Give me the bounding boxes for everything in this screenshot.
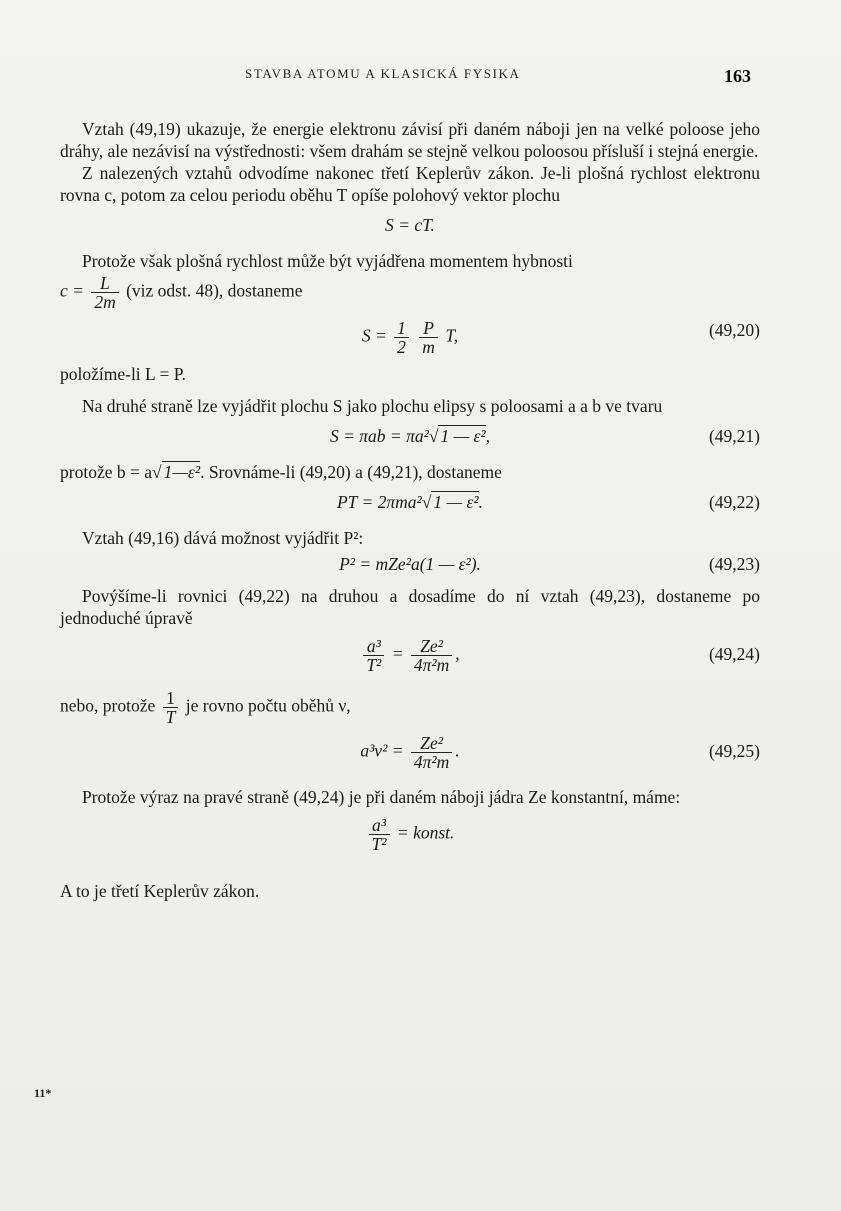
denominator: T²	[371, 834, 387, 854]
equation-number: (49,20)	[708, 320, 760, 340]
fraction-a3-t2	[363, 637, 384, 674]
equation-expression: PT = 2πma²√ 1 — ε².	[336, 492, 483, 512]
rhs: = konst.	[396, 822, 455, 843]
equation-number: (49,24)	[708, 644, 760, 664]
denominator: 2m	[94, 292, 116, 312]
equation-expression: P² = mZe²a(1 — ε²).	[339, 554, 481, 574]
equation-49-23	[60, 549, 760, 585]
fraction-ze2-4pi2m	[411, 637, 452, 674]
equation-s-ct	[60, 206, 760, 250]
page-body	[60, 118, 760, 902]
equation-number: (49,25)	[708, 741, 760, 761]
sqrt-argument: 1—ε²	[163, 462, 201, 482]
paragraph-11: A to je třetí Keplerův zákon.	[60, 881, 260, 901]
fraction-l-2m	[91, 274, 118, 311]
denominator: 4π²m	[413, 752, 450, 772]
numerator: 1	[163, 689, 179, 708]
paragraph-10: Protože výraz na pravé straně (49,24) je při daném náboji jádra Ze konstantní, máme:	[82, 787, 681, 807]
equation-kepler	[60, 808, 760, 866]
paragraph-2: Z nalezených vztahů odvodíme nakonec třetí Keplerův zákon. Je-li plošná rychlost elektronu rovna c, potom za celou periodu oběhu T opíše polohový vektor plochu	[60, 163, 760, 205]
equation-number: (49,22)	[708, 492, 760, 512]
equation-49-24	[60, 629, 760, 689]
sqrt-argument: 1 — ε²	[440, 426, 486, 446]
c-definition: c =	[60, 280, 84, 301]
numerator: a³	[363, 637, 384, 656]
denominator: T²	[366, 655, 382, 675]
numerator: 1	[394, 319, 409, 338]
fraction-ze2-4pi2m	[411, 734, 452, 771]
denominator: 2	[397, 337, 406, 357]
text-part: protože b = a	[60, 462, 152, 482]
equals-sign: =	[391, 643, 404, 664]
equation-49-25	[60, 726, 760, 786]
paragraph-8: Povýšíme-li rovnici (49,22) na druhou a dosadíme do ní vztah (49,23), dostaneme po jednoduché úpravě	[60, 586, 760, 628]
paragraph-3: Protože však plošná rychlost může být vyjádřena momentem hybnosti	[82, 251, 573, 271]
denominator: m	[422, 337, 435, 357]
equation-expression: S = πab = πa²√ 1 — ε²,	[329, 426, 491, 446]
fraction-p-m	[419, 319, 438, 356]
equation-expression: a³ν² = $\frac{\text{Ze²}}{\text{4π²m}}$ .	[360, 733, 460, 772]
paragraph-9	[60, 689, 760, 726]
rhs-tail: T,	[445, 325, 459, 346]
denominator: T	[165, 707, 176, 727]
numerator: a³	[369, 816, 390, 835]
expression-lhs: a³ν² =	[360, 740, 404, 761]
equation-expression	[60, 319, 760, 356]
paragraph-6: protože b = a√ 1—ε². Srovnáme-li (49,20) a (49,21), dostaneme	[60, 462, 502, 482]
denominator: 4π²m	[413, 655, 450, 675]
equation-49-20	[60, 311, 760, 363]
lhs: S =	[361, 325, 387, 346]
text-part: . Srovnáme-li (49,20) a (49,21), dostaneme	[200, 462, 502, 482]
fraction-a3-t2	[369, 816, 390, 853]
sqrt-argument: 1 — ε²	[433, 492, 479, 512]
fraction-1-t	[163, 689, 179, 726]
numerator: Ze²	[411, 637, 452, 656]
expression-lhs: PT = 2πma²	[336, 492, 422, 512]
page-number: 163	[724, 66, 751, 86]
reference-text: (viz odst. 48), dostaneme	[126, 280, 303, 301]
paragraph-3b	[60, 274, 760, 311]
paragraph-5: Na druhé straně lze vyjádřit plochu S jako plochu elipsy s poloosami a a b ve tvaru	[82, 396, 663, 416]
equation-expression: $\frac{\text{a³}}{\text{T²}}$ = $\frac{\text{Ze²}}{\text{4π²m}}$ ,	[60, 637, 760, 674]
running-title: STAVBA ATOMU A KLASICKÁ FYSIKA	[245, 66, 521, 81]
paragraph-7: Vztah (49,16) dává možnost vyjádřit P²:	[82, 528, 364, 548]
fraction-1-2	[394, 319, 409, 356]
text-part: je rovno počtu oběhů ν,	[185, 695, 351, 716]
numerator: L	[91, 274, 118, 293]
equation-number: (49,21)	[708, 426, 760, 446]
paragraph-1: Vztah (49,19) ukazuje, že energie elektronu závisí při daném náboji jen na velké poloose jeho dráhy, ale nezávisí na výstřednosti: všem drahám se stejně velkou poloosou přísluší i stejná energie.	[60, 119, 760, 161]
equation-expression	[60, 816, 760, 853]
paragraph-4: položíme-li L = P.	[60, 364, 186, 384]
equation-49-21	[60, 417, 760, 461]
numerator: Ze²	[411, 734, 452, 753]
equation-expression: S = cT.	[385, 215, 435, 235]
signature-mark: 11*	[34, 1086, 52, 1100]
expression-lhs: S = πab = πa²	[329, 426, 429, 446]
numerator: P	[419, 319, 438, 338]
equation-number: (49,23)	[708, 554, 760, 574]
text-part: nebo, protože	[60, 695, 156, 716]
equation-49-22	[60, 483, 760, 527]
